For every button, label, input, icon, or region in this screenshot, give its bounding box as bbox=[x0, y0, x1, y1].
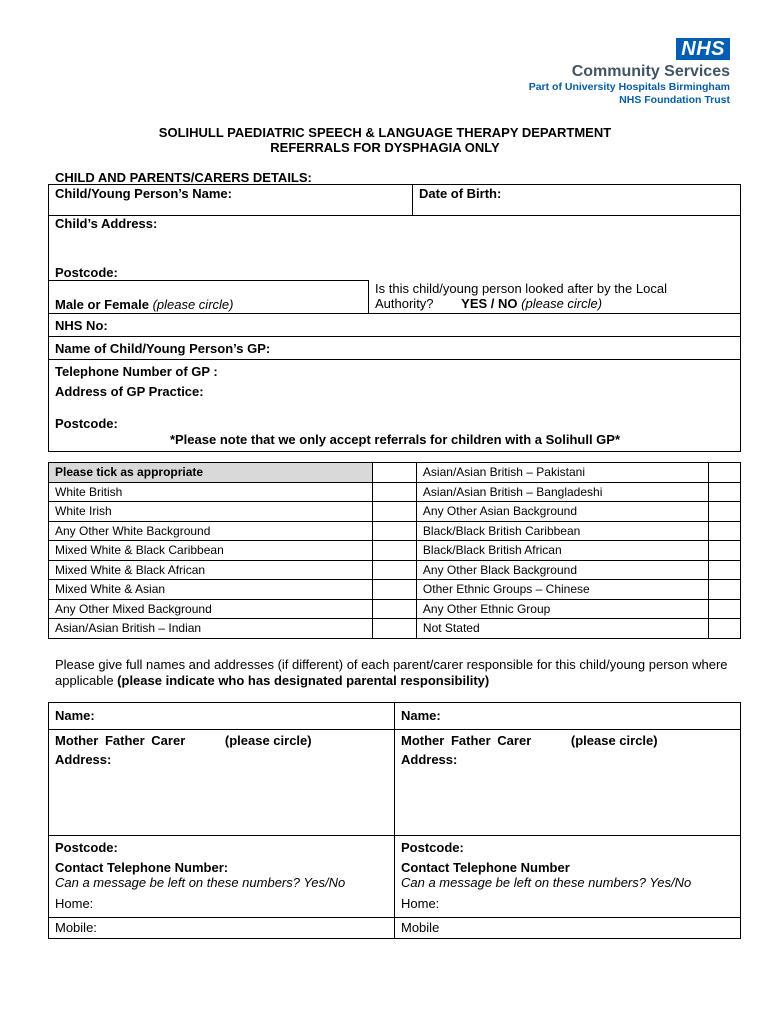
parents-intro bbox=[55, 657, 735, 689]
date-of-birth-field[interactable]: Date of Birth: bbox=[419, 186, 502, 201]
parent2-contact-label: Contact Telephone Number bbox=[401, 860, 570, 875]
ethnicity-row bbox=[49, 599, 741, 619]
looked-after-question: Is this child/young person looked after by the Local bbox=[375, 281, 667, 296]
parent2-relation[interactable] bbox=[401, 733, 658, 748]
looked-after-hint: (please circle) bbox=[521, 296, 603, 311]
divider bbox=[48, 729, 741, 730]
ethnicity-option-label: Mixed White & Black Caribbean bbox=[49, 541, 373, 561]
ethnicity-row bbox=[49, 482, 741, 502]
ethnicity-option-label: Asian/Asian British – Pakistani bbox=[416, 463, 708, 483]
ethnicity-option-label: Any Other Asian Background bbox=[416, 502, 708, 522]
parent1-mobile-field[interactable]: Mobile: bbox=[55, 920, 97, 935]
ethnicity-row bbox=[49, 580, 741, 600]
sex-hint: (please circle) bbox=[152, 297, 234, 312]
ethnicity-option-label: Other Ethnic Groups – Chinese bbox=[416, 580, 708, 600]
ethnicity-option-label: Asian/Asian British – Indian bbox=[49, 619, 373, 639]
divider bbox=[48, 917, 741, 918]
divider bbox=[412, 184, 413, 215]
parent1-name-field[interactable]: Name: bbox=[55, 708, 95, 723]
nhs-badge: NHS bbox=[676, 38, 730, 60]
ethnicity-tick-box[interactable] bbox=[372, 502, 416, 522]
parent1-contact-label: Contact Telephone Number: bbox=[55, 860, 229, 875]
ethnicity-tick-box[interactable] bbox=[708, 560, 740, 580]
parents-intro-bold: (please indicate who has designated parental responsibility) bbox=[117, 673, 490, 688]
ethnicity-tick-box[interactable] bbox=[708, 599, 740, 619]
solihull-gp-note: *Please note that we only accept referrals for children with a Solihull GP* bbox=[169, 432, 621, 447]
parent1-relation-options[interactable]: Mother Father Carer bbox=[55, 733, 186, 748]
ethnicity-row bbox=[49, 521, 741, 541]
parent2-relation-options[interactable]: Mother Father Carer bbox=[401, 733, 532, 748]
parent2-relation-hint: (please circle) bbox=[570, 733, 658, 748]
divider bbox=[48, 835, 741, 836]
parent2-home-field[interactable]: Home: bbox=[401, 896, 440, 911]
nhs-logo bbox=[529, 38, 730, 107]
parent1-home-field[interactable]: Home: bbox=[55, 896, 94, 911]
gp-name-field[interactable]: Name of Child/Young Person’s GP: bbox=[55, 341, 271, 356]
ethnicity-tick-box[interactable] bbox=[708, 619, 740, 639]
divider bbox=[368, 280, 369, 313]
sex-label: Male or Female bbox=[55, 297, 149, 312]
ethnicity-option-label: Any Other Black Background bbox=[416, 560, 708, 580]
parent1-postcode-field[interactable]: Postcode: bbox=[55, 840, 118, 855]
ethnicity-option-label: White British bbox=[49, 482, 373, 502]
ethnicity-tick-box bbox=[372, 463, 416, 483]
parent2-name-field[interactable]: Name: bbox=[401, 708, 441, 723]
ethnicity-table bbox=[48, 462, 741, 639]
yes-no-options[interactable]: YES / NO bbox=[461, 296, 518, 311]
child-postcode-field[interactable]: Postcode: bbox=[55, 265, 118, 280]
ethnicity-option-label: Any Other Ethnic Group bbox=[416, 599, 708, 619]
ethnicity-row bbox=[49, 619, 741, 639]
ethnicity-tick-box[interactable] bbox=[708, 482, 740, 502]
section-heading: CHILD AND PARENTS/CARERS DETAILS: bbox=[55, 170, 312, 185]
ethnicity-row bbox=[49, 560, 741, 580]
ethnicity-row bbox=[49, 541, 741, 561]
child-address-field[interactable]: Child’s Address: bbox=[55, 216, 158, 231]
ethnicity-tick-box[interactable] bbox=[372, 599, 416, 619]
gp-postcode-field[interactable]: Postcode: bbox=[55, 416, 118, 431]
ethnicity-tick-box[interactable] bbox=[372, 541, 416, 561]
looked-after-question-2: Authority? bbox=[375, 296, 434, 311]
logo-service-name: Community Services bbox=[571, 63, 730, 80]
form-title-line-2: REFERRALS FOR DYSPHAGIA ONLY bbox=[270, 140, 500, 155]
ethnicity-row bbox=[49, 502, 741, 522]
sex-field[interactable] bbox=[55, 297, 233, 312]
looked-after-answer[interactable] bbox=[375, 296, 602, 311]
parent1-relation-hint: (please circle) bbox=[224, 733, 312, 748]
ethnicity-row bbox=[49, 463, 741, 483]
child-name-field[interactable]: Child/Young Person’s Name: bbox=[55, 186, 232, 201]
divider bbox=[394, 702, 395, 939]
ethnicity-option-label: Asian/Asian British – Bangladeshi bbox=[416, 482, 708, 502]
ethnicity-tick-box[interactable] bbox=[708, 502, 740, 522]
form-title-line-1: SOLIHULL PAEDIATRIC SPEECH & LANGUAGE THERAPY DEPARTMENT bbox=[158, 125, 612, 140]
logo-line-2: NHS Foundation Trust bbox=[619, 94, 730, 106]
ethnicity-tick-box[interactable] bbox=[372, 482, 416, 502]
ethnicity-option-label: White Irish bbox=[49, 502, 373, 522]
logo-line-1: Part of University Hospitals Birmingham bbox=[528, 81, 730, 93]
divider bbox=[48, 359, 741, 360]
ethnicity-option-label: Mixed White & Asian bbox=[49, 580, 373, 600]
nhs-number-field[interactable]: NHS No: bbox=[55, 318, 108, 333]
gp-address-field[interactable]: Address of GP Practice: bbox=[55, 384, 204, 399]
parent1-message-question[interactable]: Can a message be left on these numbers? Yes/No bbox=[55, 875, 346, 890]
ethnicity-header: Please tick as appropriate bbox=[49, 463, 373, 483]
parent2-message-question[interactable]: Can a message be left on these numbers? Yes/No bbox=[401, 875, 692, 890]
parent2-postcode-field[interactable]: Postcode: bbox=[401, 840, 464, 855]
ethnicity-option-label: Any Other Mixed Background bbox=[49, 599, 373, 619]
divider bbox=[48, 280, 368, 281]
divider bbox=[48, 336, 741, 337]
ethnicity-option-label: Black/Black British Caribbean bbox=[416, 521, 708, 541]
parent1-relation[interactable] bbox=[55, 733, 312, 748]
divider bbox=[48, 313, 741, 314]
ethnicity-tick-box[interactable] bbox=[708, 521, 740, 541]
ethnicity-tick-box[interactable] bbox=[708, 580, 740, 600]
ethnicity-option-label: Any Other White Background bbox=[49, 521, 373, 541]
ethnicity-tick-box[interactable] bbox=[372, 521, 416, 541]
ethnicity-tick-box[interactable] bbox=[708, 463, 740, 483]
ethnicity-option-label: Black/Black British African bbox=[416, 541, 708, 561]
ethnicity-tick-box[interactable] bbox=[708, 541, 740, 561]
parent2-mobile-field[interactable]: Mobile bbox=[401, 920, 440, 935]
ethnicity-tick-box[interactable] bbox=[372, 580, 416, 600]
parents-intro-text: Please give full names and addresses (if different) of each parent/carer responsible for this child/young person where applicable bbox=[55, 657, 728, 688]
ethnicity-tick-box[interactable] bbox=[372, 619, 416, 639]
ethnicity-tick-box[interactable] bbox=[372, 560, 416, 580]
ethnicity-option-label: Not Stated bbox=[416, 619, 708, 639]
parent1-address-field[interactable]: Address: bbox=[55, 752, 112, 767]
gp-telephone-field[interactable]: Telephone Number of GP : bbox=[55, 364, 218, 379]
parent2-address-field[interactable]: Address: bbox=[401, 752, 458, 767]
ethnicity-option-label: Mixed White & Black African bbox=[49, 560, 373, 580]
